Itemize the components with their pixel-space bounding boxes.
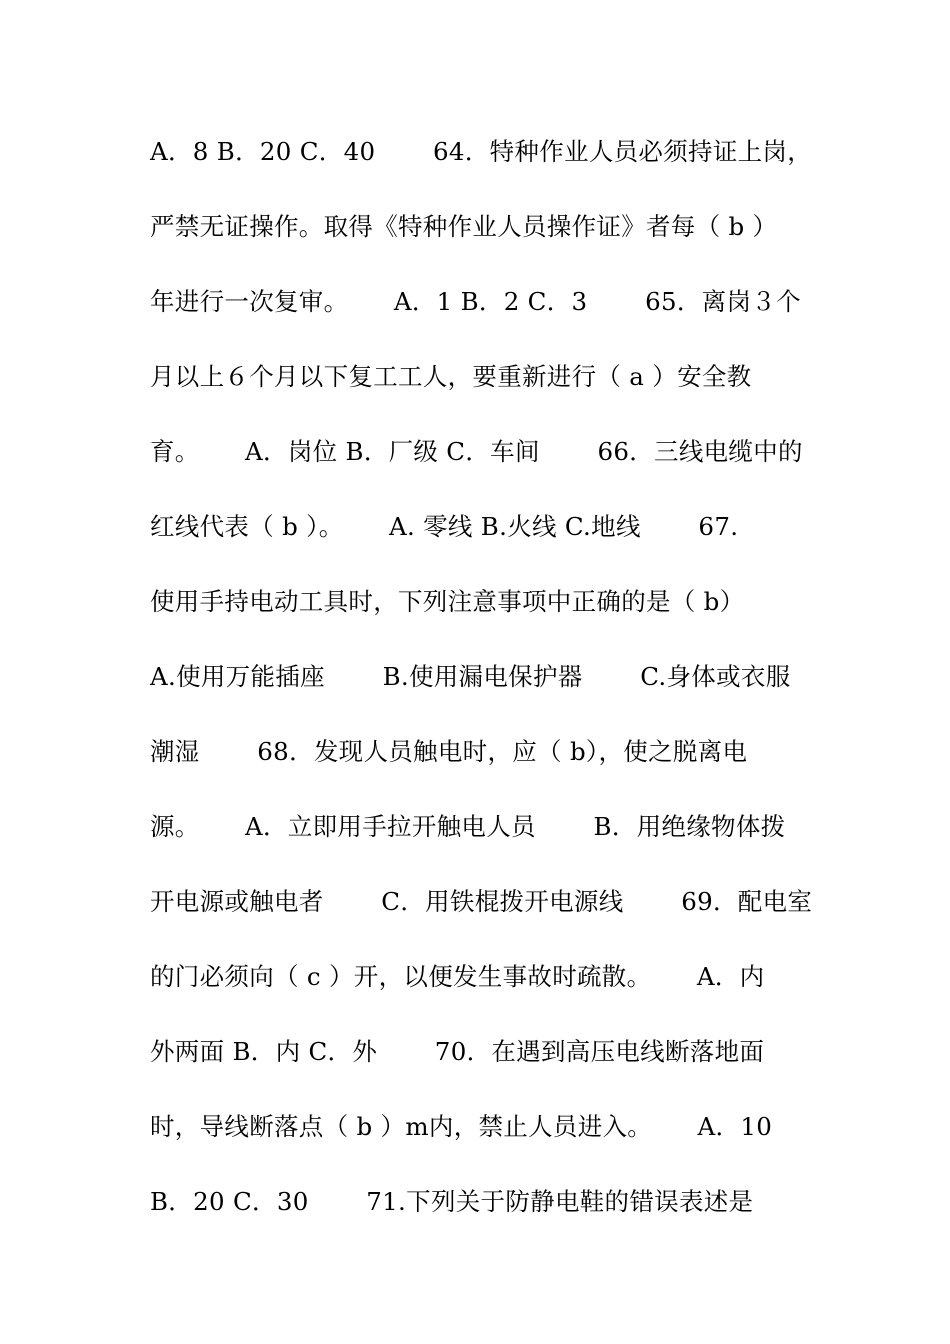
text-line: 开电源或触电者 C．用铁棍拨开电源线 69．配电室 — [150, 887, 813, 916]
text-line: 源。 A．立即用手拉开触电人员 B．用绝缘物体拨 — [150, 812, 786, 841]
text-line: 年进行一次复审。 A．1 B．2 C．3 65．离岗３个 — [150, 287, 801, 316]
text-line: 外两面 B．内 C．外 70．在遇到高压电线断落地面 — [150, 1037, 765, 1066]
text-line: 时，导线断落点（ b ）m内，禁止人员进入。 A．10 — [150, 1112, 773, 1141]
text-line: A．8 B．20 C．40 64．特种作业人员必须持证上岗， — [150, 137, 813, 166]
text-line: 红线代表（ b ）。 A. 零线 B.火线 C.地线 67. — [150, 512, 739, 541]
text-line: 的门必须向（ c ）开，以便发生事故时疏散。 A．内 — [150, 962, 765, 991]
text-line: A.使用万能插座 B.使用漏电保护器 C.身体或衣服 — [150, 662, 791, 691]
text-line: B．20 C．30 71.下列关于防静电鞋的错误表述是 — [150, 1187, 754, 1216]
question-text-block — [150, 126, 820, 1251]
text-line: 育。 A．岗位 B．厂级 C．车间 66．三线电缆中的 — [150, 437, 803, 466]
text-line: 使用手持电动工具时，下列注意事项中正确的是（ b） — [150, 587, 745, 616]
text-line: 潮湿 68．发现人员触电时，应（ b），使之脱离电 — [150, 737, 748, 766]
text-line: 严禁无证操作。取得《特种作业人员操作证》者每（ b ） — [150, 212, 778, 241]
text-line: 月以上６个月以下复工工人，要重新进行（ a ）安全教 — [150, 362, 752, 391]
